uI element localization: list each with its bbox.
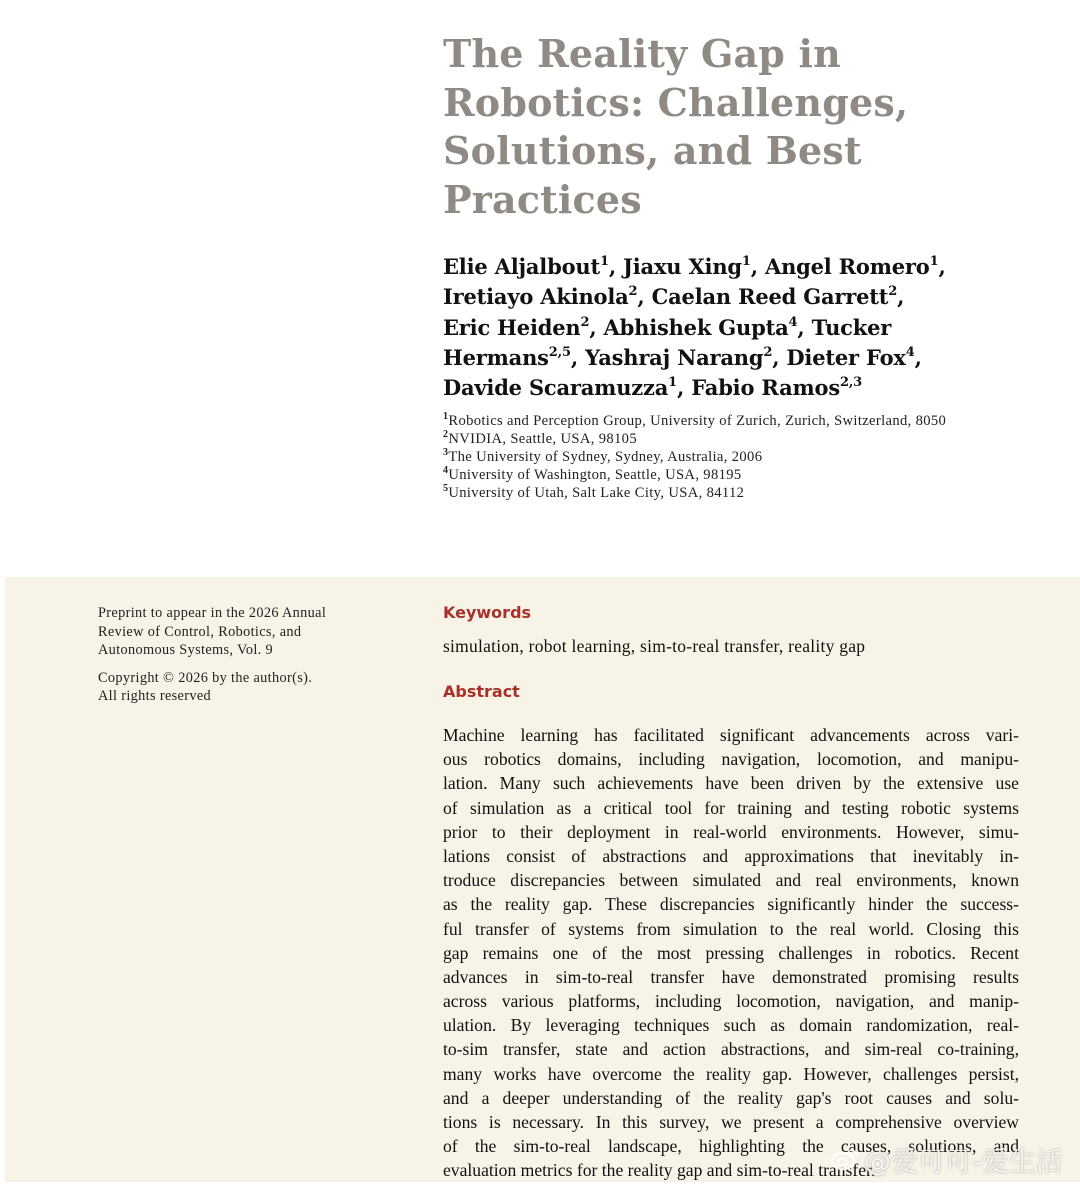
abstract-line: evaluation metrics for the reality gap and sim-to-real transfer. — [443, 1160, 876, 1181]
author-affiliation-mark: 1 — [929, 254, 939, 269]
author-line: Eric Heiden$^2$, Abhishek Gupta$^4$, Tucker — [443, 314, 892, 340]
author-name: Yashraj Narang — [585, 344, 764, 370]
author-affiliation-mark: 2 — [763, 344, 773, 360]
author-affiliation-mark: 4 — [788, 314, 798, 330]
author-name-last-part: Hermans — [443, 344, 549, 370]
author-name: Angel Romero — [764, 254, 930, 279]
author-name: Dieter Fox — [786, 344, 906, 370]
abstract-line: as the reality gap. These discrepancies significantly hinder the success- — [443, 894, 1019, 915]
abstract-line: lations consist of abstractions and approximations that inevitably in- — [443, 845, 1019, 866]
affiliation-item — [443, 484, 1063, 502]
watermark — [830, 1139, 1063, 1179]
preprint-line: Preprint to appear in the 2026 Annual — [98, 605, 327, 621]
abstract-line: to-sim transfer, state and action abstractions, and sim-real co-training, — [443, 1039, 1019, 1060]
author-name-first-part: Tucker — [811, 314, 892, 340]
affiliation-number: 5 — [443, 483, 449, 495]
abstract-heading: Abstract — [443, 682, 520, 701]
author-name: Davide Scaramuzza — [443, 375, 669, 401]
abstract-line: Machine learning has facilitated significant advancements across vari- — [443, 725, 1019, 745]
author-affiliation-mark: 1 — [599, 254, 609, 269]
copyright-note — [98, 669, 398, 706]
abstract-line: prior to their deployment in real-world environments. However, simu- — [443, 821, 1019, 842]
abstract-line: gap remains one of the most pressing challenges in robotics. Recent — [443, 942, 1019, 963]
author-name: Abhishek Gupta — [603, 314, 789, 340]
affiliation-number: 2 — [443, 429, 449, 441]
abstract-line: lation. Many such achievements have been driven by the extensive use — [443, 773, 1019, 794]
abstract-line: troduce discrepancies between simulated and real environments, known — [443, 870, 1019, 891]
affiliation-text: University of Utah, Salt Lake City, USA, 84112 — [448, 485, 745, 501]
author-affiliation-mark: 2,5 — [548, 344, 571, 360]
sidenote — [98, 604, 398, 715]
abstract-line: many works have overcome the reality gap. However, challenges persist, — [443, 1063, 1019, 1084]
abstract-line: tions is necessary. In this survey, we present a comprehensive overview — [443, 1112, 1019, 1132]
affiliation-list — [443, 412, 1063, 502]
author-affiliation-mark: 2 — [888, 284, 898, 300]
author-list — [443, 252, 1043, 403]
author-affiliation-mark: 2,3 — [839, 375, 863, 391]
author-name: Jiaxu Xing — [623, 254, 742, 279]
author-affiliation-mark: 1 — [668, 375, 677, 391]
title-line: Solutions, and Best — [443, 128, 862, 173]
affiliation-number: 4 — [443, 465, 449, 477]
abstract-line: ulation. By leveraging techniques such as domain randomization, real- — [443, 1015, 1019, 1036]
author-line: Davide Scaramuzza$^1$, Fabio Ramos$^{2,3}$ — [443, 375, 863, 401]
author-name: Elie Aljalbout — [443, 254, 600, 279]
title-line: Robotics: Challenges, — [443, 79, 909, 125]
abstract-line: ful transfer of systems from simulation to the real world. Closing this — [443, 918, 1019, 939]
abstract-body — [443, 723, 1019, 1183]
affiliation-text: NVIDIA, Seattle, USA, 98105 — [448, 431, 637, 447]
weibo-icon — [830, 1146, 860, 1172]
author-name: Caelan Reed Garrett — [651, 284, 889, 310]
abstract-line: of simulation as a critical tool for training and testing robotic systems — [443, 797, 1019, 818]
affiliation-item — [443, 448, 1063, 466]
author-affiliation-mark: 1 — [741, 254, 751, 269]
preprint-line: Autonomous Systems, Vol. 9 — [98, 642, 274, 658]
affiliation-item — [443, 466, 1063, 484]
author-affiliation-mark: 2 — [580, 314, 590, 330]
copyright-line: Copyright © 2026 by the author(s). — [98, 669, 313, 686]
affiliation-number: 1 — [443, 411, 449, 423]
author-name: Iretiayo Akinola — [443, 284, 629, 310]
author-affiliation-mark: 2 — [628, 284, 638, 300]
author-name: Eric Heiden — [443, 314, 581, 340]
author-name: Fabio Ramos — [691, 375, 840, 401]
author-line: Hermans$^{2,5}$, Yashraj Narang$^2$, Dieter Fox$^4$, — [443, 344, 922, 370]
abstract-line: advances in sim-to-real transfer have demonstrated promising results — [443, 966, 1019, 987]
keywords-text: simulation, robot learning, sim-to-real transfer, reality gap — [443, 636, 866, 656]
author-affiliation-mark: 4 — [905, 344, 915, 360]
preprint-line: Review of Control, Robotics, and — [98, 623, 302, 640]
affiliation-item — [443, 430, 1063, 448]
keywords-heading: Keywords — [443, 603, 532, 622]
paper-title — [443, 30, 1003, 224]
affiliation-text: The University of Sydney, Sydney, Australia, 2006 — [448, 449, 763, 465]
abstract-line: and a deeper understanding of the reality gap's root causes and solu- — [443, 1087, 1019, 1108]
author-line: Iretiayo Akinola$^2$, Caelan Reed Garrett$^2$, — [443, 284, 905, 310]
affiliation-text: Robotics and Perception Group, University of Zurich, Zurich, Switzerland, 8050 — [448, 413, 947, 429]
affiliation-item — [443, 412, 1063, 430]
title-line: Practices — [443, 176, 642, 222]
abstract-line: across various platforms, including locomotion, navigation, and manip- — [443, 991, 1019, 1012]
preprint-note — [98, 604, 398, 660]
abstract-line: of the sim-to-real landscape, highlighting the causes, solutions, and — [443, 1136, 1019, 1157]
title-line: The Reality Gap in — [443, 31, 841, 76]
copyright-line: All rights reserved — [98, 688, 212, 704]
abstract-line: ous robotics domains, including navigation, locomotion, and manipu- — [443, 749, 1019, 770]
watermark-text: @爱可可-爱生活 — [864, 1146, 1063, 1178]
author-line: Elie Aljalbout$^1$, Jiaxu Xing$^1$, Angel Romero$^1$, — [443, 254, 946, 279]
affiliation-text: University of Washington, Seattle, USA, 98195 — [448, 467, 742, 483]
affiliation-number: 3 — [443, 447, 449, 459]
